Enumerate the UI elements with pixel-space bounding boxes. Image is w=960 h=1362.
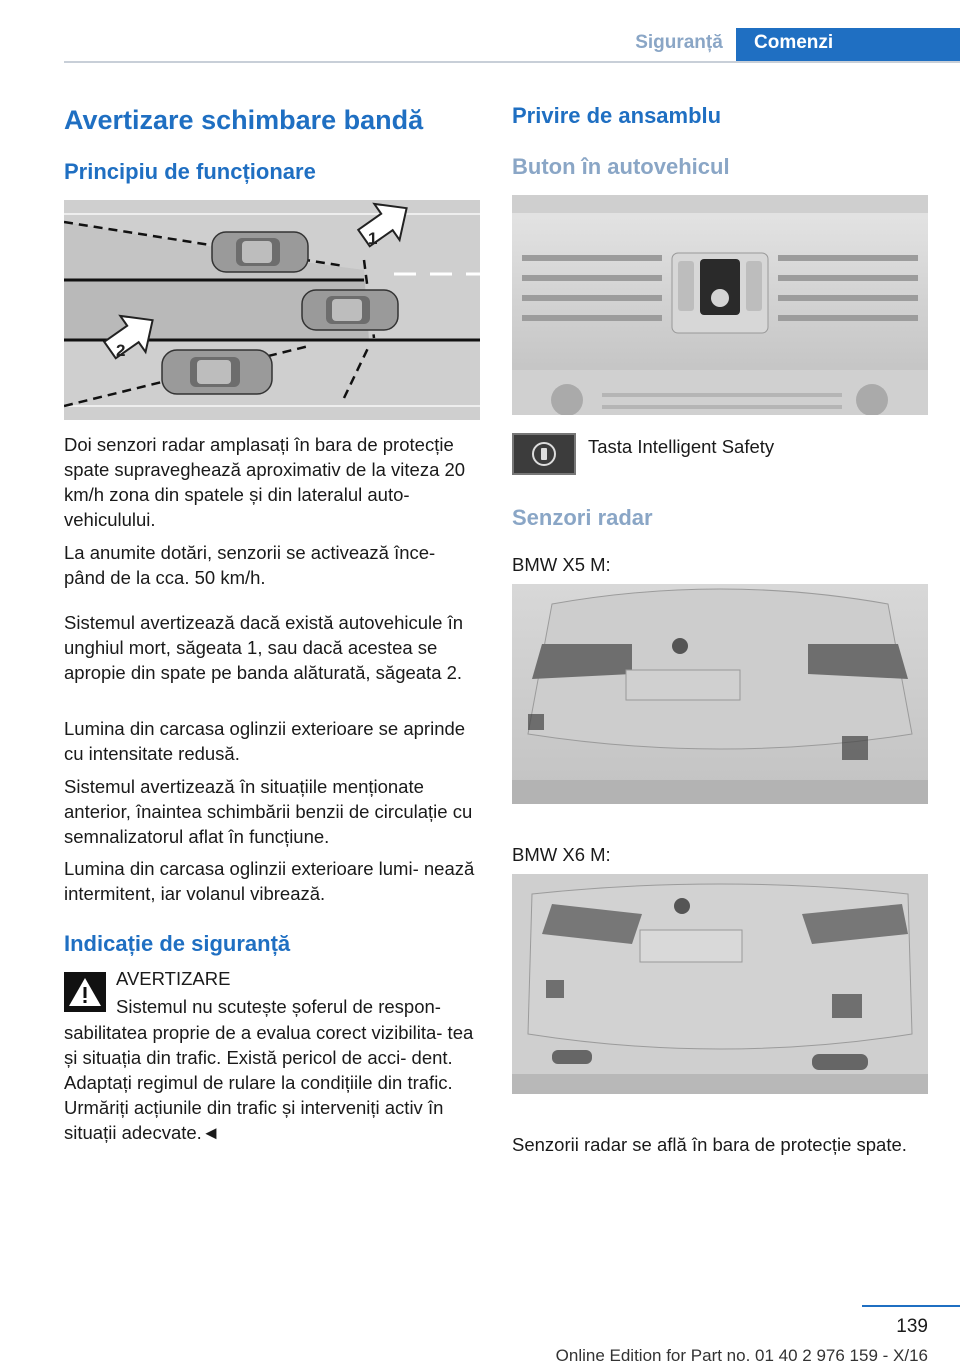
header-divider xyxy=(64,61,960,63)
x6-label: BMW X6 M: xyxy=(512,844,611,865)
header-chapter-tab: Comenzi xyxy=(736,28,960,62)
radar-subheading: Senzori radar xyxy=(512,505,653,530)
sensors-location-text: Senzorii radar se află în bara de protecție spate. xyxy=(512,1134,907,1155)
warning-text-first-line: Sistemul nu scutește șoferul de respon‐ xyxy=(116,996,441,1017)
paragraph-turn-signal: Sistemul avertizează în situațiile menționate anterior, înaintea schimbării benzii de circulație cu semnalizatorul aflat în funcțiune. xyxy=(64,776,473,847)
safety-heading: Indicație de siguranță xyxy=(64,931,291,956)
x5-label: BMW X5 M: xyxy=(512,554,611,575)
overview-heading: Privire de ansamblu xyxy=(512,103,722,128)
arrow-1-label: 1 xyxy=(368,229,378,248)
button-caption: Tasta Intelligent Safety xyxy=(588,436,775,457)
dashboard-button-photo xyxy=(512,195,928,415)
paragraph-blind-spot: Sistemul avertizează dacă există autovehicule în unghiul mort, săgeata 1, sau dacă acestea se apropie din spate pe banda alăturată, săgeata 2. xyxy=(64,612,463,683)
edition-footer: Online Edition for Part no. 01 40 2 976 159 - X/16 xyxy=(555,1346,928,1362)
lane-change-diagram xyxy=(64,200,480,420)
paragraph-vibration: Lumina din carcasa oglinzii exterioare lumi‐ nează intermitent, iar volanul vibrează. xyxy=(64,858,475,904)
page-number: 139 xyxy=(896,1316,928,1337)
arrow-2-label: 2 xyxy=(116,341,126,360)
paragraph-mirror-light: Lumina din carcasa oglinzii exterioare se aprinde cu intensitate redusă. xyxy=(64,718,466,764)
header-section-label: Siguranță xyxy=(635,32,723,53)
intelligent-safety-icon xyxy=(512,433,576,475)
section-subtitle: Principiu de funcționare xyxy=(64,159,316,184)
warning-triangle-icon xyxy=(64,972,106,1012)
footer-divider xyxy=(862,1305,960,1307)
x6-rear-photo xyxy=(512,874,928,1094)
warning-label: AVERTIZARE xyxy=(116,968,231,989)
paragraph-sensors: Doi senzori radar amplasați în bara de protecție spate supraveghează aproximativ de la viteza 20 km/h zona din spatele și din lateralul auto‐ vehiculului. xyxy=(64,434,466,530)
x5-rear-photo xyxy=(512,584,928,804)
paragraph-activation: La anumite dotări, senzorii se activează înce‐ pând de la cca. 50 km/h. xyxy=(64,542,436,588)
button-subheading: Buton în autovehicul xyxy=(512,154,730,179)
warning-text: sabilitatea proprie de a evalua corect vizibilita‐ tea și situația din trafic. Există pericol de acci‐ dent. Adaptați regimul de rulare la condițiile din trafic. Urmăriți acțiunile din trafic și interveniți activ în situații adecvate.◄ xyxy=(64,1022,474,1143)
page-title: Avertizare schimbare bandă xyxy=(64,105,424,135)
